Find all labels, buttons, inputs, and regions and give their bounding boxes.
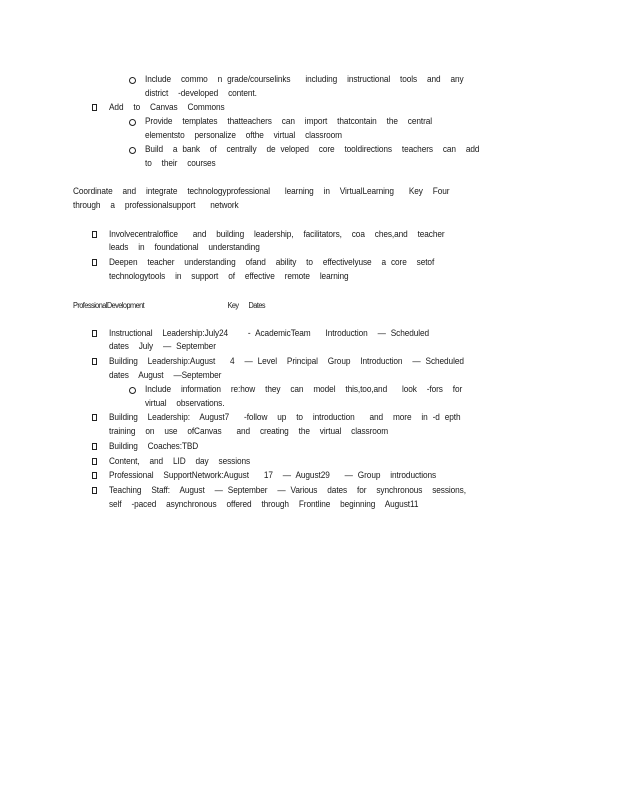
list-item-text: Building Leadership:August 4 — Level Principal Group Introduction — Scheduled — [109, 356, 464, 366]
list-item-text: leads in foundational understanding — [109, 242, 260, 252]
square-bullet-icon — [92, 231, 97, 238]
hollow-circle-bullet-icon — [129, 387, 136, 394]
list-item-text: Include information re:how they can model this,too,and look -fors for — [145, 384, 463, 394]
square-bullet-icon — [92, 104, 97, 111]
square-bullet-icon — [92, 472, 97, 479]
hollow-circle-bullet-icon — [129, 77, 136, 84]
list-item-text: technologytools in support of effective remote learning — [109, 271, 349, 281]
square-bullet-icon — [92, 414, 97, 421]
list-item-text: Building Leadership: August7 -follow up to introduction and more in -d epth — [109, 412, 461, 422]
list-item-text: Involvecentraloffice and building leadership, facilitators, coa ches,and teacher — [109, 229, 445, 239]
list-item-text: district -developed content. — [145, 88, 257, 98]
list-item-text: Professional SupportNetwork:August 17 — August29 — Group introductions — [109, 470, 437, 480]
square-bullet-icon — [92, 259, 97, 266]
list-item-text: Deepen teacher understanding ofand ability to effectivelyuse a core setof — [109, 257, 435, 267]
list-item-text: Add to Canvas Commons — [109, 102, 225, 112]
list-item-text: to their courses — [145, 158, 216, 168]
list-item-text: Build a bank of centrally de veloped core tooldirections teachers can add — [145, 144, 480, 154]
square-bullet-icon — [92, 487, 97, 494]
list-item-text: Building Coaches:TBD — [109, 441, 199, 451]
paragraph-text: Coordinate and integrate technologyprofessional learning in VirtualLearning Key Four — [73, 186, 450, 196]
hollow-circle-bullet-icon — [129, 119, 136, 126]
list-item-text: virtual observations. — [145, 398, 225, 408]
list-item-text: training on use ofCanvas and creating the virtual classroom — [109, 426, 389, 436]
list-item-text: dates August —September — [109, 370, 222, 380]
paragraph-text: through a professionalsupport network — [73, 200, 239, 210]
list-item-text: dates July — September — [109, 341, 216, 351]
list-item-text: elementsto personalize ofthe virtual classroom — [145, 130, 342, 140]
hollow-circle-bullet-icon — [129, 147, 136, 154]
list-item-text: Instructional Leadership:July24 - AcademicTeam Introduction — Scheduled — [109, 328, 430, 338]
list-item-text: Include commo n grade/courselinks including instructional tools and any — [145, 74, 464, 84]
list-item-text: Provide templates thatteachers can import thatcontain the central — [145, 116, 432, 126]
square-bullet-icon — [92, 358, 97, 365]
list-item-text: self -paced asynchronous offered through Frontline beginning August11 — [109, 499, 419, 509]
list-item-text: Content, and LID day sessions — [109, 456, 251, 466]
list-item-text: Teaching Staff: August — September — Various dates for synchronous sessions, — [109, 485, 466, 495]
square-bullet-icon — [92, 330, 97, 337]
square-bullet-icon — [92, 443, 97, 450]
square-bullet-icon — [92, 458, 97, 465]
section-heading: ProfessionalDevelopment Key Dates — [73, 301, 265, 310]
